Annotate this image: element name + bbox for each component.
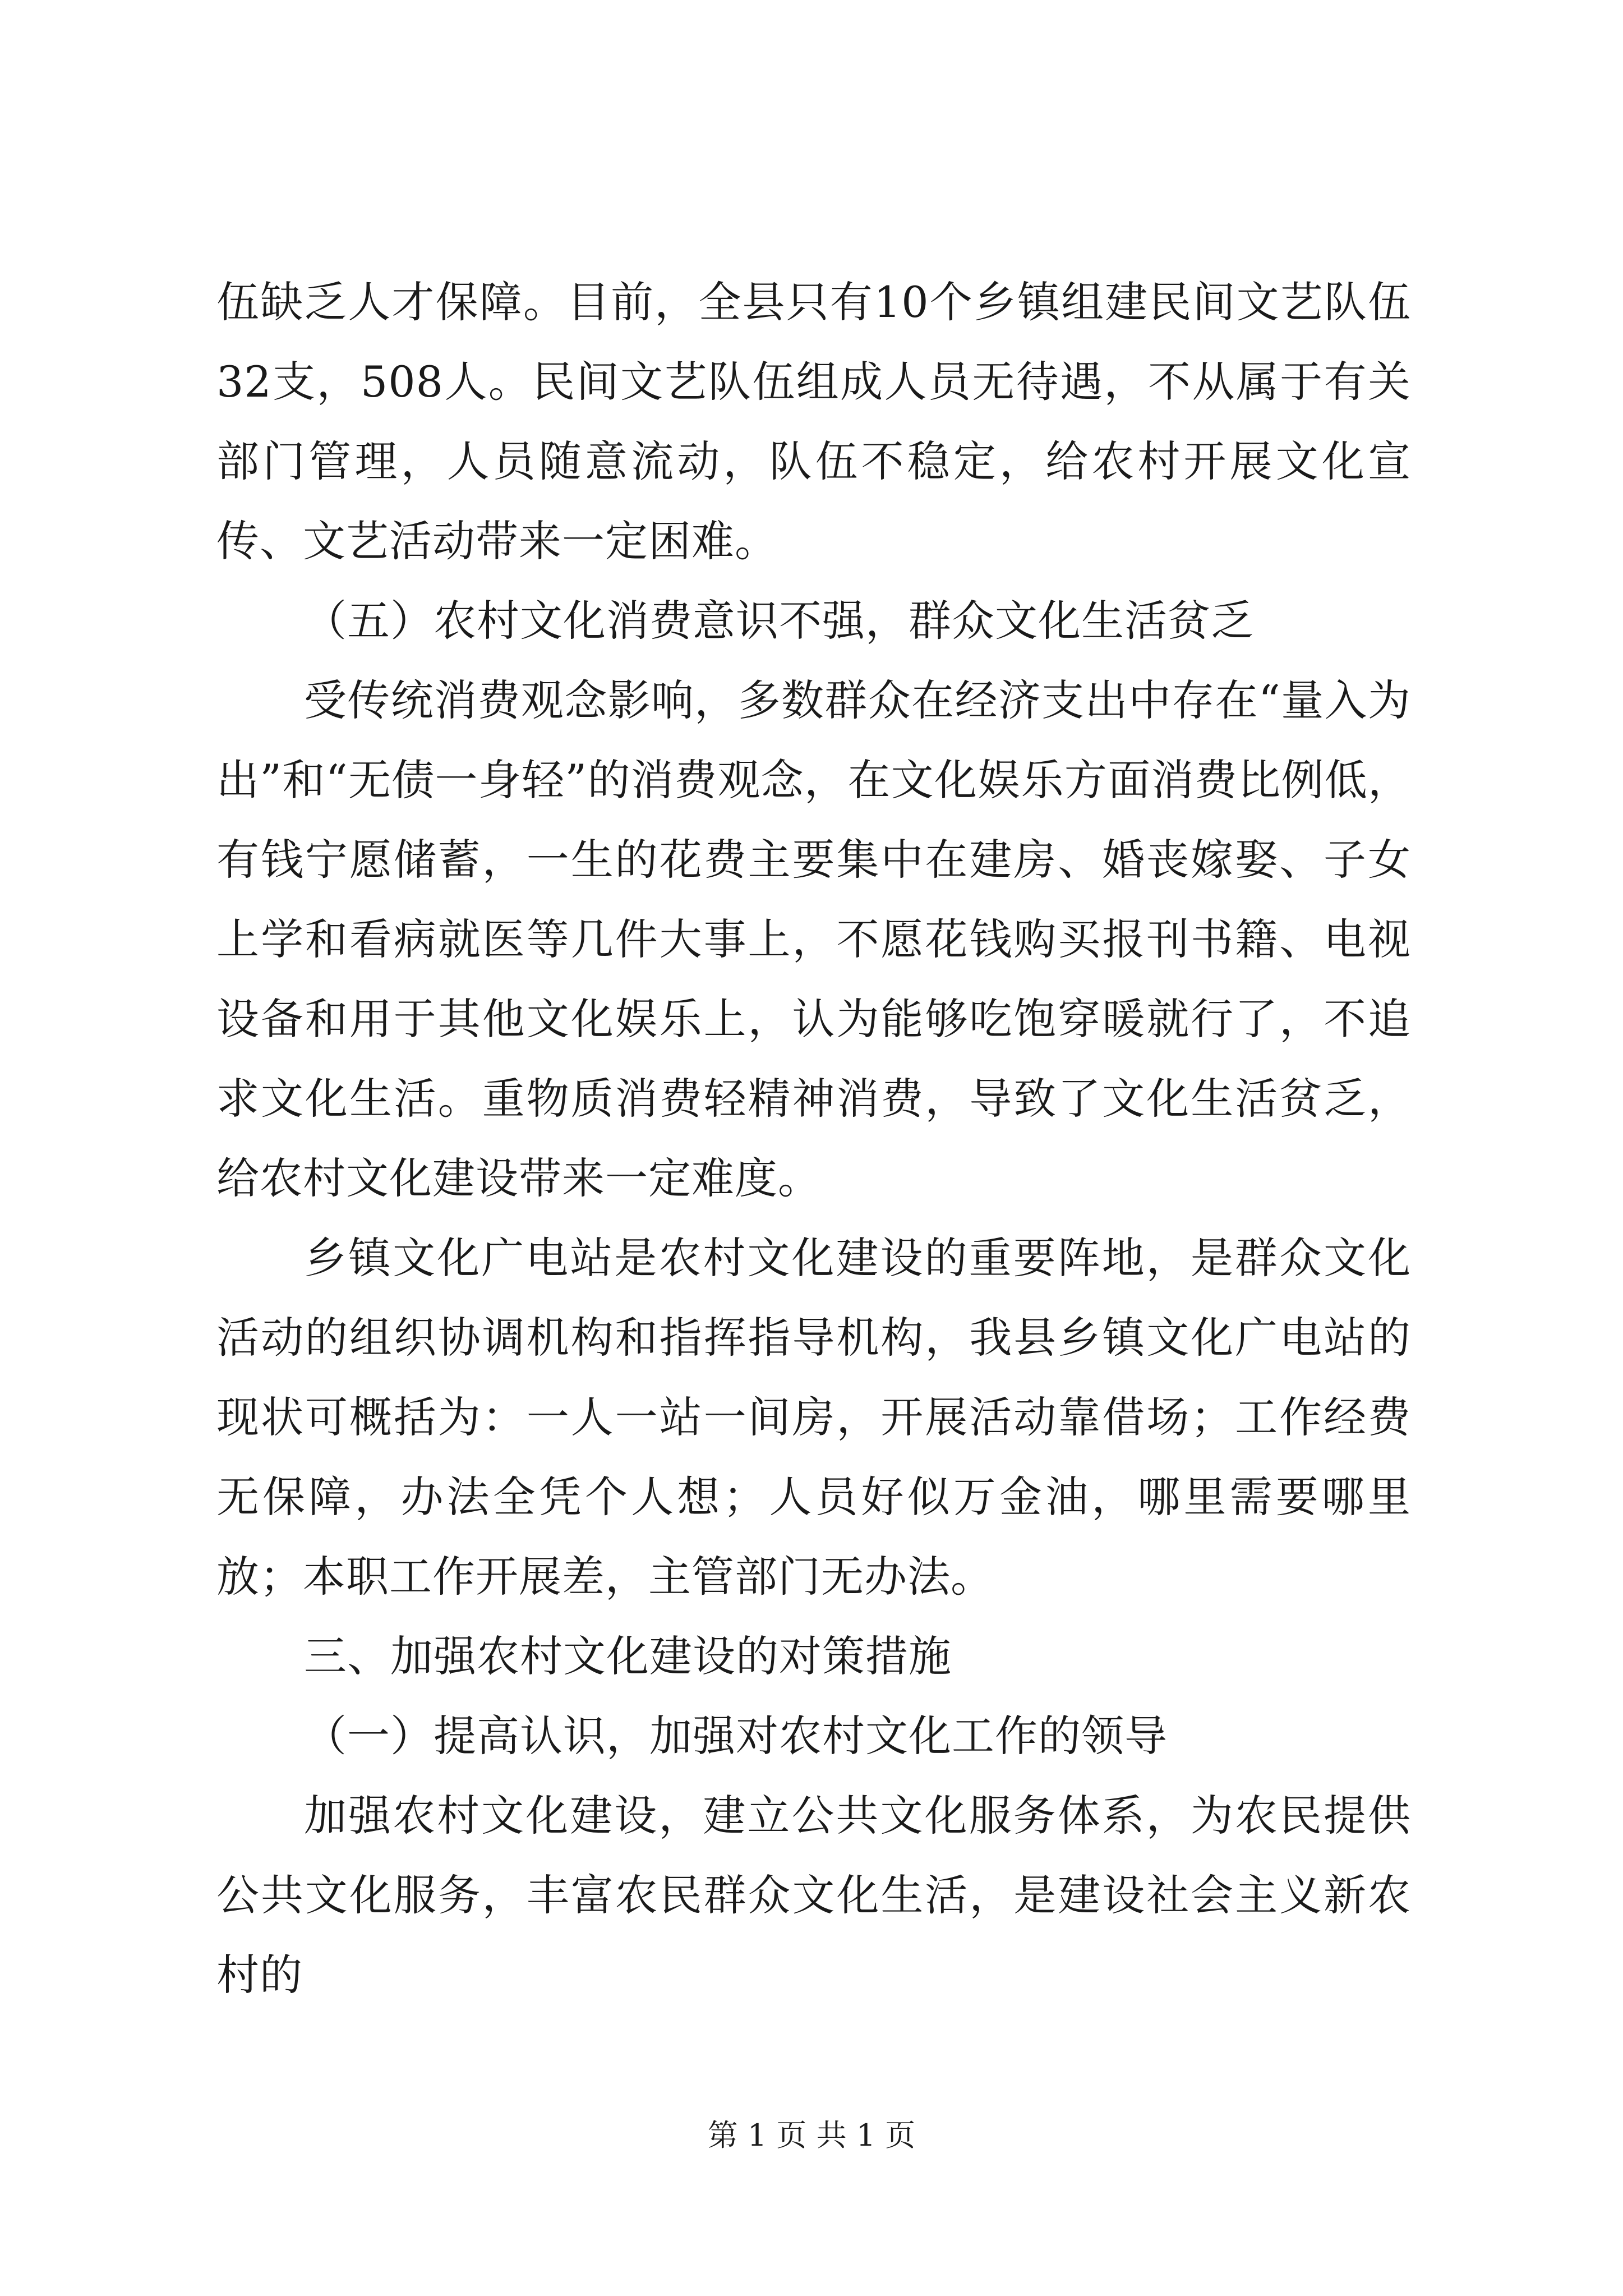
- section-heading-three: 三、加强农村文化建设的对策措施: [304, 1631, 952, 1681]
- document-body: [216, 263, 1411, 2015]
- page-footer: 第 1 页 共 1 页: [707, 2118, 916, 2153]
- section-heading-one: （一）提高认识，加强对农村文化工作的领导: [304, 1711, 1168, 1761]
- paragraph-strengthen-culture: 加强农村文化建设，建立公共文化服务体系，为农民提供公共文化服务，丰富农民群众文化生活，是建设社会主义新农村的: [216, 1791, 1411, 2000]
- paragraph-talent-shortage: 伍缺乏人才保障。目前，全县只有10个乡镇组建民间文艺队伍32支，508人。民间文艺队伍组成人员无待遇，不从属于有关部门管理，人员随意流动，队伍不稳定，给农村开展文化宣传、文艺活动带来一定困难。: [216, 277, 1411, 566]
- section-heading-five: （五）农村文化消费意识不强，群众文化生活贫乏: [304, 596, 1254, 646]
- paragraph-consumption-habits: 受传统消费观念影响，多数群众在经济支出中存在“量入为出”和“无债一身轻”的消费观念，在文化娱乐方面消费比例低，有钱宁愿储蓄，一生的花费主要集中在建房、婚丧嫁娶、子女上学和看病就医等几件大事上，不愿花钱购买报刊书籍、电视设备和用于其他文化娱乐上，认为能够吃饱穿暖就行了，不追求文化生活。重物质消费轻精神消费，导致了文化生活贫乏，给农村文化建设带来一定难度。: [216, 675, 1411, 1203]
- paragraph-township-stations: 乡镇文化广电站是农村文化建设的重要阵地，是群众文化活动的组织协调机构和指挥指导机构，我县乡镇文化广电站的现状可概括为：一人一站一间房，开展活动靠借场；工作经费无保障，办法全凭个人想；人员好似万金油，哪里需要哪里放；本职工作开展差，主管部门无办法。: [216, 1233, 1411, 1602]
